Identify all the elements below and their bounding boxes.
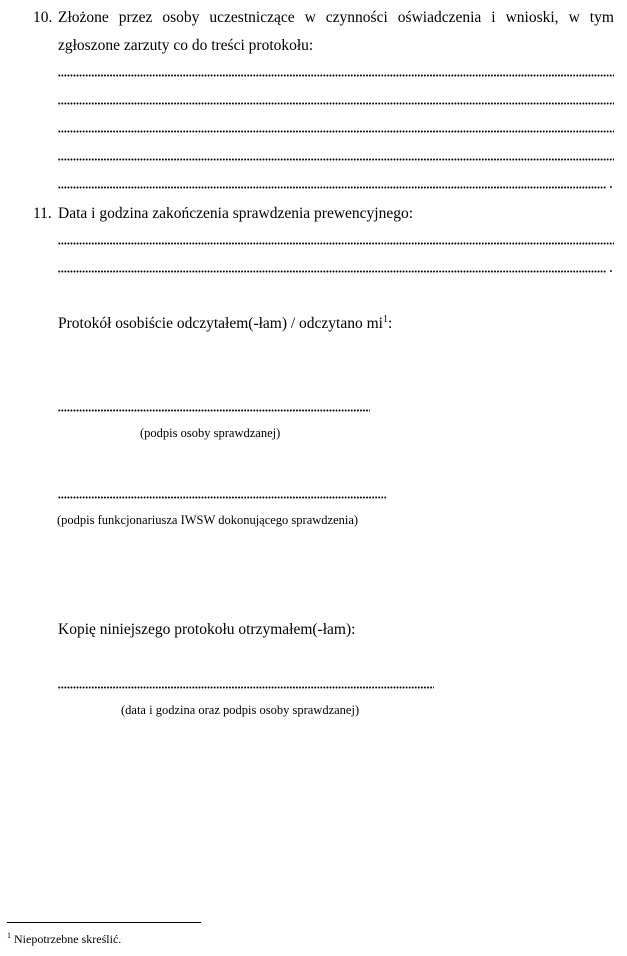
item-10-word: w (304, 9, 316, 26)
footnote-separator (7, 922, 201, 923)
item-11-text: Data i godzina zakończenia sprawdzenia prewencyjnego: (58, 205, 414, 222)
signature-caption-officer: (podpis funkcjonariusza IWSW dokonującego sprawdzenia) (57, 513, 359, 527)
signature-line-person (58, 409, 370, 412)
item-11-number: 11. (33, 205, 52, 222)
item-10-answer-line-2 (58, 102, 614, 105)
item-10-word: wnioski, (505, 9, 559, 26)
item-11-answer-line-1 (58, 242, 614, 245)
footnote-text: Niepotrzebne skreślić. (14, 932, 122, 946)
footnote-reference: 1 (383, 314, 388, 325)
protocol-read-text: Protokół osobiście odczytałem(-łam) / odczytano mi (58, 315, 383, 332)
item-10-answer-line-5 (58, 186, 606, 189)
item-10-word: uczestniczące (209, 9, 295, 26)
item-10-word: Złożone (58, 9, 109, 26)
item-10-number: 10. (33, 9, 53, 26)
signature-caption-person: (podpis osoby sprawdzanej) (140, 426, 281, 440)
signature-caption-copy: (data i godzina oraz podpis osoby sprawdzanej) (121, 703, 360, 717)
item-10-text-line-2: zgłoszone zarzuty co do treści protokołu: (58, 37, 314, 54)
item-10-text-line-1 (58, 9, 614, 27)
item-10-answer-line-4 (58, 158, 614, 161)
copy-received-statement: Kopię niniejszego protokołu otrzymałem(-łam): (58, 621, 356, 638)
item-10-word: przez (118, 9, 153, 26)
item-10-answer-line-1 (58, 74, 614, 77)
item-11-end-period: . (609, 259, 613, 276)
item-10-word: osoby (162, 9, 200, 26)
item-10-word: w (568, 9, 580, 26)
item-10-word: oświadczenia (397, 9, 482, 26)
item-11-answer-line-2 (58, 270, 606, 273)
protocol-read-statement (58, 315, 392, 333)
footnote (7, 932, 121, 946)
protocol-read-colon: : (388, 315, 393, 332)
item-10-word: czynności (325, 9, 388, 26)
item-10-answer-line-3 (58, 130, 614, 133)
signature-line-copy (58, 686, 434, 689)
footnote-marker: 1 (7, 931, 11, 940)
item-10-word: i (491, 9, 496, 26)
item-10-word: tym (589, 9, 614, 26)
item-10-end-period: . (609, 175, 613, 192)
signature-line-officer (58, 496, 386, 499)
